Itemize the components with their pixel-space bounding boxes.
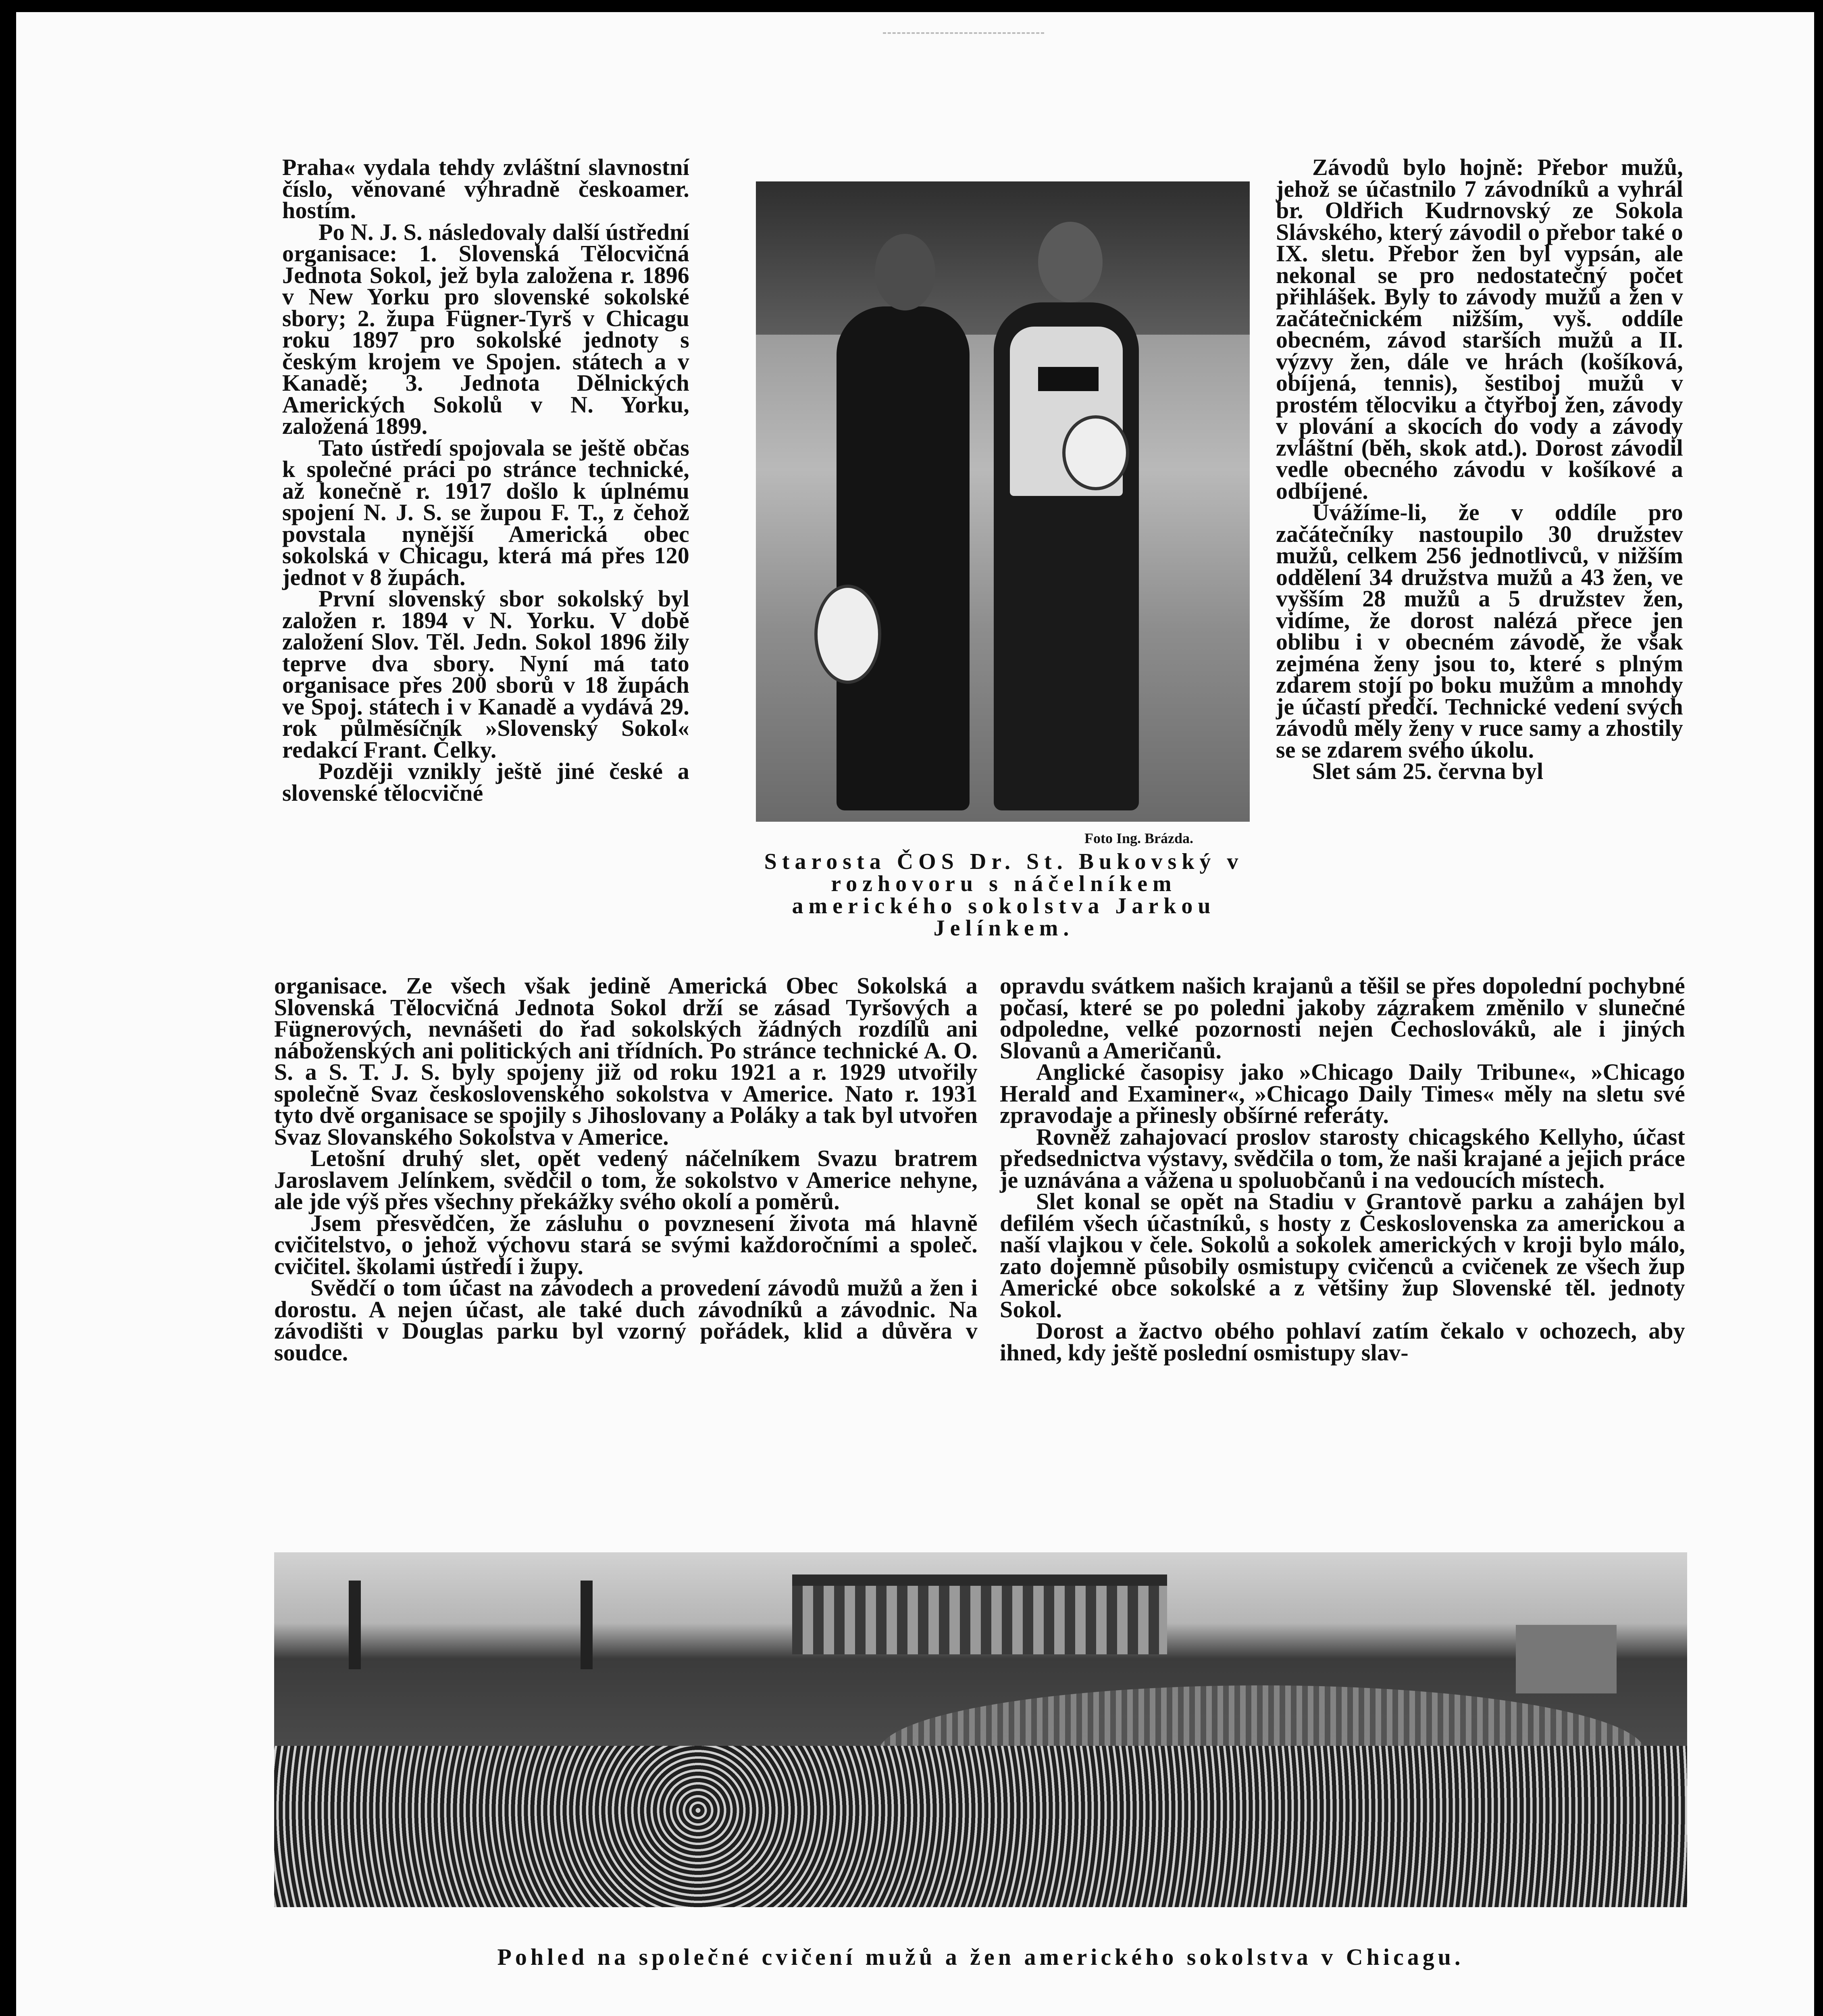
paragraph: Svědčí o tom účast na závodech a provedení závodů mužů a žen i dorostu. A nejen účast, ale také duch závodníků a závodnic. Na závodišti v Douglas parku byl vzorný pořádek, klid a důvěra v soudce.	[274, 1275, 978, 1366]
light-tower	[581, 1581, 593, 1669]
crowd	[274, 1746, 1687, 1907]
paragraph: Po N. J. S. následovaly další ústřední organisace: 1. Slovenská Tělocvičná Jednota Sokol, jež byla založena r. 1896 v New Yorku pro slovenské sokolské sbory; 2. župa Fügner-Tyrš v Chicagu roku 1897 pro sokolské jednoty s českým krojem ve Spojen. státech a v Kanadě; 3. Jednota Dělnických Amerických Sokolů v N. Yorku, založená 1899.	[282, 219, 689, 439]
page-edge-mark	[883, 12, 1044, 34]
stadium-photo	[274, 1552, 1687, 1907]
stadium-colonnade	[792, 1574, 1167, 1654]
paragraph: První slovenský sbor sokolský byl založen r. 1894 v N. Yorku. V době založení Slov. Těl. Jedn. Sokol 1896 žily teprve dva sbory. Nyní má tato organisace přes 200 sborů v 18 župách ve Spoj. státech i v Kanadě a vydává 29. rok půlměsíčník »Slovenský Sokol« redakcí Frant. Čelky.	[282, 585, 689, 763]
magazine-page	[16, 12, 1814, 2016]
bottom-left-text	[274, 973, 978, 1366]
paragraph: Rovněž zahajovací proslov starosty chicagského Kellyho, účast předsednictva výstavy, svědčila o tom, že naši krajané a jejich práce je uznávána a vážena u spoluobčanů i na vedoucích místech.	[1000, 1123, 1685, 1193]
stadium-caption: Pohled na společné cvičení mužů a žen amerického sokolstva v Chicagu.	[497, 1944, 1464, 1970]
paragraph: Letošní druhý slet, opět vedený náčelníkem Svazu bratrem Jaroslavem Jelínkem, svědčil o tom, že sokolstvo v Americe nehyne, ale jde výš přes všechny překážky svého okolí a poměrů.	[274, 1145, 978, 1214]
figure-bukovsky	[837, 306, 970, 810]
straw-hat	[1062, 415, 1129, 490]
paragraph: Anglické časopisy jako »Chicago Daily Tribune«, »Chicago Herald and Examiner«, »Chicago Daily Times« měly na sletu své zpravodaje a přinesly obšírné referáty.	[1000, 1059, 1685, 1128]
paragraph: organisace. Ze všech však jedině Americká Obec Sokolská a Slovenská Tělocvičná Jednota Sokol drží se zásad Tyršových a Fügnerových, nevnášeti do řad sokolských žádných rozdílů ani náboženských ani politických ani třídních. Po stránce technické A. O. S. a S. T. J. S. byly spojeny již od roku 1921 a r. 1929 utvořily společně Svaz československého sokolstva v Americe. Nato r. 1931 tyto dvě organisace se spojily s Jihoslovany a Poláky a tak byl utvořen Svaz Slovanského Sokolstva v Americe.	[274, 973, 978, 1150]
paragraph: Později vznikly ještě jiné české a slovenské tělocvičné	[282, 758, 689, 806]
photo-background-trees	[756, 181, 1250, 335]
paragraph: Slet sám 25. června byl	[1312, 758, 1544, 784]
portrait-caption: Starosta ČOS Dr. St. Bukovský v rozhovoru s náčelníkem amerického sokolstva Jarkou Jelínkem.	[764, 849, 1244, 941]
paragraph: Praha« vydala tehdy zvláštní slavnostní číslo, věnované výhradně českoamer. hostím.	[282, 154, 689, 223]
paragraph: Závodů bylo hojně: Přebor mužů, jehož se účastnilo 7 závodníků a vyhrál br. Oldřich Kudrnovský ze Sokola Slávského, který závodil o přebor také o IX. sletu. Přebor žen byl vypsán, ale nekonal se pro nedostatečný počet přihlášek. Byly to závody mužů a žen v začátečnickém nižším, vyš. oddíle obecném, závod starších mužů a II. výzvy žen, dále ve hrách (košíková, obíjená, tennis), šestiboj mužů v prostém tělocviku a čtyřboj žen, závody v plování a skocích do vody a závody zvláštní (běh, skok atd.). Dorost závodil vedle obecného závodu v košíkové a odbíjené.	[1276, 154, 1683, 504]
paragraph: Dorost a žactvo obého pohlaví zatím čekalo v ochozech, aby ihned, kdy ještě poslední osmistupy slav-	[1000, 1318, 1685, 1366]
paragraph: Jsem přesvědčen, že zásluhu o povznesení života má hlavně cvičitelstvo, o jehož výchovu stará se svými každoročními a společ. cvičitel. školami ústředí i župy.	[274, 1210, 978, 1279]
paragraph: Tato ústředí spojovala se ještě občas k společné práci po stránce technické, až konečně r. 1917 došlo k úplnému spojení N. J. S. se župou F. T., z čehož povstala nynější Americká obec sokolská v Chicagu, která má přes 120 jednot v 8 župách.	[282, 434, 689, 590]
left-column-text	[282, 156, 689, 804]
paragraph: opravdu svátkem našich krajanů a těšil se přes dopolední pochybné počasí, které se po poledni jakoby zázrakem změnilo v slunečné odpoledne, velké pozornosti nejen Čechoslováků, ale i jiných Slovanů a Američanů.	[1000, 973, 1685, 1064]
museum-building	[1516, 1625, 1617, 1693]
portrait-photo	[756, 181, 1250, 822]
right-column-text	[1276, 156, 1683, 782]
paragraph: Slet konal se opět na Stadiu v Grantově parku a zahájen byl defilém všech účastníků, s hosty z Československa za americkou a naší vlajkou v čele. Sokolů a sokolek amerických v kroji bylo málo, zato dojemně působily osmistupy cvičenců a cvičenek ze všech žup Americké obce sokolské a z většiny žup Slovenské těl. jednoty Sokol.	[1000, 1188, 1685, 1322]
straw-hat	[814, 585, 881, 684]
light-tower	[349, 1581, 361, 1669]
figure-jelinek	[994, 302, 1139, 810]
photo-credit: Foto Ing. Brázda.	[1084, 830, 1193, 846]
paragraph: Uvážíme-li, že v oddíle pro začátečníky nastoupilo 30 družstev mužů, celkem 256 jednotlivců, v nižším oddělení 34 družstva mužů a 43 žen, ve vyšším 28 mužů a 5 družstev žen, vidíme, že dorost nalézá přece jen oblibu i v obecném závodě, že však zejména ženy jsou to, které s plným zdarem stojí po boku mužům a mnohdy je účastí předčí. Technické vedení svých závodů měly ženy v ruce samy a zhostily se se zdarem svého úkolu.	[1276, 499, 1683, 763]
bottom-right-text	[1000, 973, 1685, 1366]
